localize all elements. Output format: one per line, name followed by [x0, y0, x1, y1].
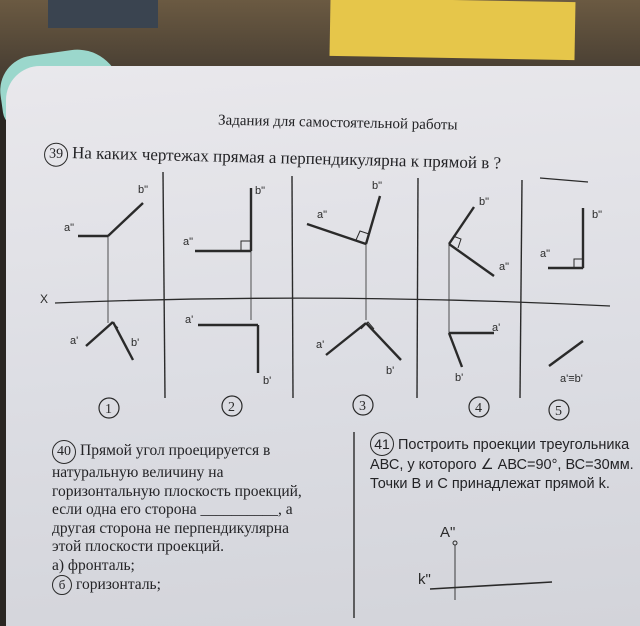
separator-4 [520, 180, 522, 398]
question-39-text: На каких чертежах прямая а перпендикулярна к прямой в ? [71, 143, 502, 173]
figure-5 [548, 208, 583, 366]
q40-option-b-letter: б [52, 575, 72, 595]
fig1-label-a2: a" [64, 222, 75, 234]
figure-number-2: 2 [228, 400, 235, 415]
q41-label-A: A" [440, 524, 456, 541]
fig5-label-ab1: a'≡b' [560, 373, 583, 385]
fig3-label-b2: b" [372, 180, 383, 192]
separator-3 [417, 178, 418, 398]
q41-line-3: Точки В и С принадлежат прямой k. [370, 476, 610, 492]
q40-line-2: натуральную величину на [52, 464, 224, 481]
fig1-label-b1: b' [131, 337, 140, 349]
fig1-label-b2: b" [138, 184, 149, 196]
fig2-label-a1: a' [185, 314, 194, 326]
fig5-label-b2: b" [592, 209, 603, 221]
question-40-number: 40 [52, 440, 76, 464]
fig2-label-b2: b" [255, 185, 266, 197]
fig3-label-a2: a" [317, 209, 328, 221]
q40-line-3: горизонтальную плоскость проекций, [52, 482, 302, 500]
fig2-label-b1: b' [263, 375, 272, 387]
q40-line-6: этой плоскости проекций. [52, 538, 225, 555]
x-axis-line [55, 298, 610, 306]
q41-line-1: Построить проекции треугольника [398, 437, 630, 453]
figure-4 [449, 207, 494, 367]
q41-label-k: k" [418, 571, 431, 588]
question-40 [52, 440, 352, 595]
figure-number-3: 3 [359, 399, 366, 414]
fig4-label-a2: a" [499, 261, 510, 273]
q40-line-4: если одна его сторона __________, а [52, 501, 293, 518]
q40-line-1: Прямой угол проецируется в [80, 442, 271, 459]
fig5-label-a2: a" [540, 248, 551, 260]
separator-1 [163, 172, 165, 398]
question-41 [370, 432, 632, 494]
fig2-label-a2: a" [183, 236, 194, 248]
figure-number-1: 1 [105, 402, 112, 417]
q40-line-5: другая сторона не перпендикулярна [52, 519, 289, 537]
fig3-label-a1: a' [316, 339, 325, 351]
figure-number-5: 5 [555, 404, 562, 419]
q40-option-b: б горизонталь; [52, 575, 352, 595]
fig3-label-b1: b' [386, 365, 395, 377]
fig4-label-a1: a' [492, 322, 501, 334]
answer-blank-line [540, 178, 588, 182]
page-header: Задания для самостоятельной работы [217, 112, 458, 134]
q40-option-a: а) фронталь; [52, 556, 135, 574]
q41-point-A [453, 541, 457, 545]
question-41-number: 41 [370, 432, 394, 456]
fig4-label-b1: b' [455, 372, 464, 384]
separator-2 [292, 176, 293, 398]
q41-line-2: АВС, у которого ∠ АВС=90°, ВС=30мм. [370, 457, 634, 473]
fig4-label-b2: b" [479, 196, 490, 208]
question-39-number: 39 [44, 142, 69, 167]
fig1-label-a1: a' [70, 335, 79, 347]
q41-line-k [430, 582, 552, 589]
axis-label-x: X [40, 292, 49, 306]
figure-2 [195, 188, 258, 373]
figure-number-4: 4 [475, 401, 482, 416]
